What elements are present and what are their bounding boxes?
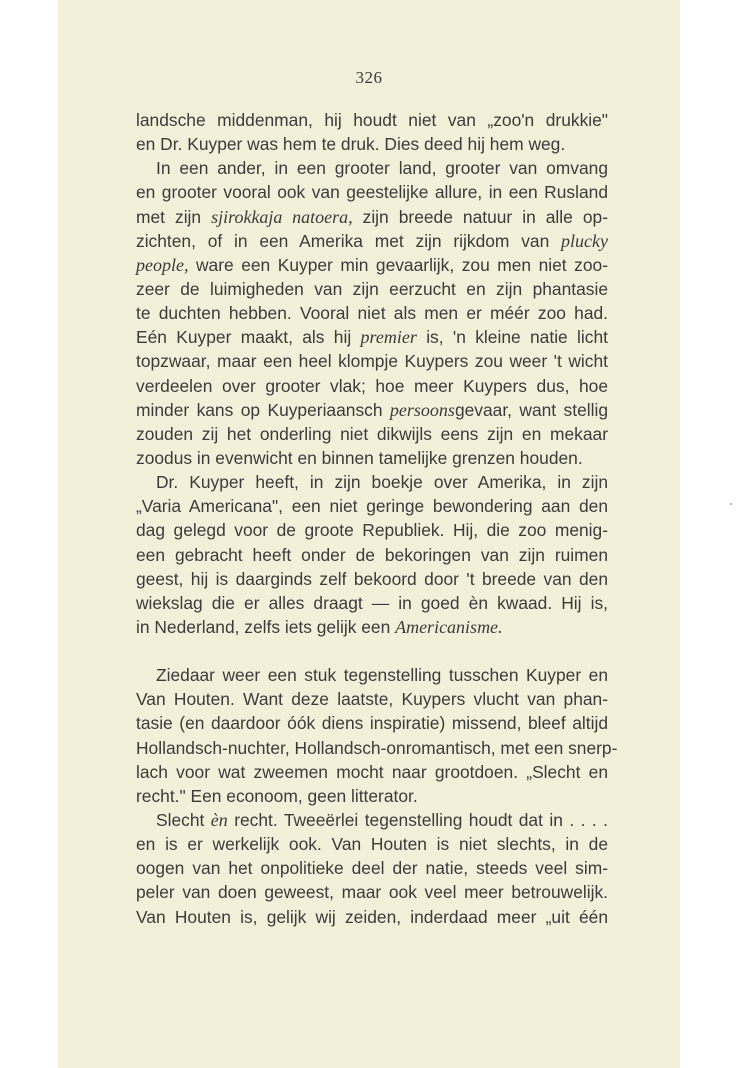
italic-phrase: Americanisme. xyxy=(395,616,503,637)
text-line xyxy=(136,398,608,422)
text-fragment: minder kans op Kuyperiaansch xyxy=(136,399,390,420)
italic-phrase: plucky xyxy=(561,230,608,251)
text-line: zouden zij het onderling niet dikwijls eens zijn en mekaar xyxy=(136,423,608,444)
text-line: zeer de luimigheden van zijn eerzucht en zijn phantasie xyxy=(136,278,608,299)
text-line: verdeelen over grooter vlak; hoe meer Kuypers dus, hoe xyxy=(136,375,608,396)
text-line: te duchten hebben. Vooral niet als men er méér zoo had. xyxy=(136,303,608,324)
text-line: „Varia Americana", een niet geringe bewondering aan den xyxy=(136,496,608,517)
text-line: geest, hij is daarginds zelf bekoord door 't breede van den xyxy=(136,568,608,589)
text-line: zoodus in evenwicht en binnen tamelijke grenzen houden. xyxy=(136,447,583,468)
italic-phrase: sjirokkaja natoera, xyxy=(211,206,353,227)
text-fragment: zijn breede natuur in alle op- xyxy=(352,206,608,227)
text-line: peler van doen geweest, maar ook veel meer betrouwelijk. xyxy=(136,882,608,903)
text-fragment: Slecht xyxy=(156,809,211,830)
text-line xyxy=(136,615,608,639)
page-number: 326 xyxy=(355,68,383,87)
text-line: oogen van het onpolitieke deel der natie, steeds veel sim- xyxy=(136,858,608,879)
text-fragment: is, 'n kleine natie licht xyxy=(416,327,608,348)
book-page xyxy=(58,0,680,1068)
text-fragment: recht. Tweeërlei tegenstelling houdt dat in . . . . xyxy=(227,809,608,830)
italic-phrase: èn xyxy=(210,809,228,830)
italic-phrase: premier xyxy=(360,327,417,348)
section-break xyxy=(136,639,608,663)
text-line: een gebracht heeft onder de bekoringen van zijn ruimen xyxy=(136,544,608,565)
text-fragment: gevaar, want stellig xyxy=(454,399,608,420)
text-fragment: in Nederland, zelfs iets gelijk een xyxy=(136,616,396,637)
text-line: topzwaar, maar een heel klompje Kuypers zou weer 't wicht xyxy=(136,351,608,372)
text-line xyxy=(136,205,608,229)
text-fragment: met zijn xyxy=(136,206,212,227)
text-line: dag gelegd voor de groote Republiek. Hij, die zoo menig- xyxy=(136,520,608,541)
text-fragment: ware een Kuyper min gevaarlijk, zou men niet zoo- xyxy=(188,254,608,275)
page-body-text xyxy=(136,108,618,929)
text-line: en is er werkelijk ook. Van Houten is niet slechts, in de xyxy=(136,834,608,855)
text-line: en Dr. Kuyper was hem te druk. Dies deed hij hem weg. xyxy=(136,134,566,155)
paper-speck xyxy=(730,503,732,505)
text-fragment: Eén Kuyper maakt, als hij xyxy=(136,327,361,348)
text-line: en grooter vooral ook van geestelijke allure, in een Rusland xyxy=(136,182,608,203)
text-line: wiekslag die er alles draagt — in goed èn kwaad. Hij is, xyxy=(136,592,608,613)
text-line: Van Houten. Want deze laatste, Kuypers vlucht van phan- xyxy=(136,689,608,710)
text-line: Van Houten is, gelijk wij zeiden, inderdaad meer „uit één xyxy=(136,906,608,927)
italic-phrase: persoons xyxy=(389,399,455,420)
text-line: Ziedaar weer een stuk tegenstelling tusschen Kuyper en xyxy=(156,665,608,686)
text-line xyxy=(136,229,608,253)
text-line: Dr. Kuyper heeft, in zijn boekje over Amerika, in zijn xyxy=(156,472,608,493)
text-fragment: zichten, of in een Amerika met zijn rijkdom van xyxy=(136,230,562,251)
italic-phrase: people, xyxy=(136,254,189,275)
text-line: tasie (en daardoor óók diens inspiratie) missend, bleef altijd xyxy=(136,713,608,734)
text-line: In een ander, in een grooter land, grooter van omvang xyxy=(156,158,608,179)
text-line: lach voor wat zweemen mocht naar grootdoen. „Slecht en xyxy=(136,761,608,782)
text-line xyxy=(136,253,608,277)
text-line: landsche middenman, hij houdt niet van „zoo'n drukkie" xyxy=(136,110,608,130)
text-line xyxy=(136,808,608,832)
text-line xyxy=(136,325,608,349)
text-line: recht." Een econoom, geen litterator. xyxy=(136,785,418,806)
text-line: Hollandsch-nuchter, Hollandsch-onromantisch, met een snerp- xyxy=(136,737,618,758)
